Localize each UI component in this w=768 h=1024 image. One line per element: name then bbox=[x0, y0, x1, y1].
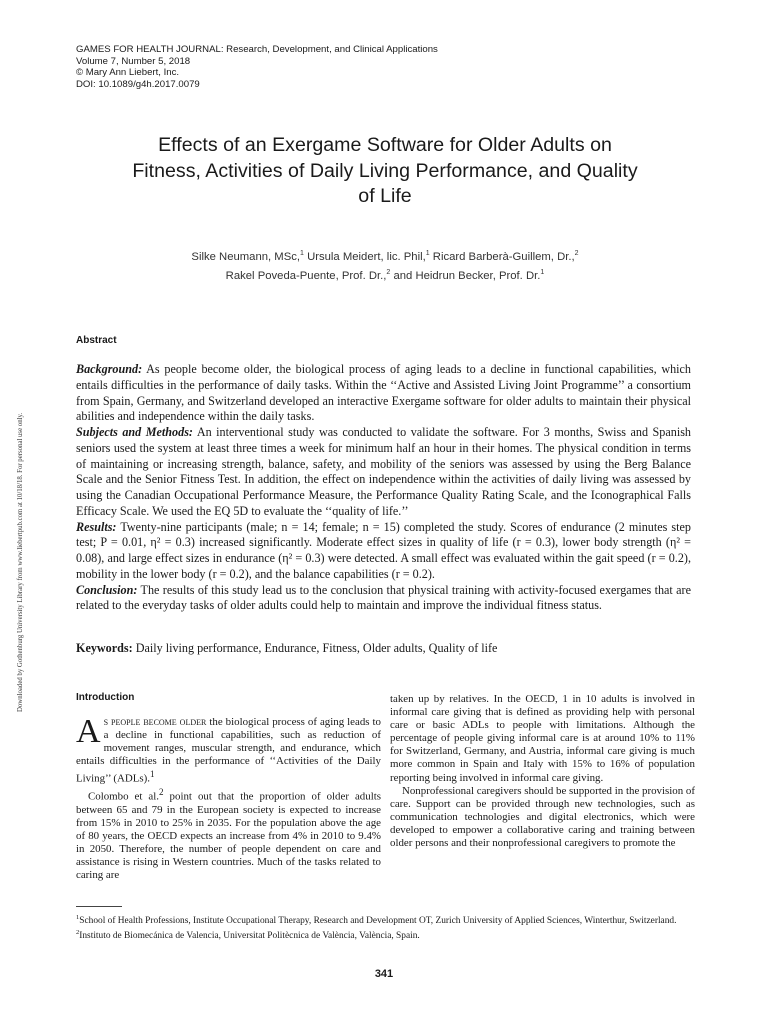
abstract-body bbox=[76, 362, 691, 614]
keywords-text: Daily living performance, Endurance, Fitness, Older adults, Quality of life bbox=[132, 641, 498, 655]
section-text: Twenty-nine participants (male; n = 14; female; n = 15) completed the study. Scores of endurance (2 minutes step test; P = 0.01, η² = 0.3) increased significantly. Moderate effect sizes in quality of life (r = 0.3), lower body strength (η² = 0.08), and large effect sizes in endurance (η² = 0.3) were detected. A small effect was evaluated within the gait speed (r = 0.2), mobility in the lower body (r = 0.2), and the balance capabilities (r = 0.2). bbox=[76, 519, 691, 581]
affiliation-marker: 2 bbox=[386, 268, 391, 276]
intro-paragraph bbox=[76, 713, 381, 786]
paragraph-text: the biological process of aging leads to a decline in functional capabilities, such as reduction of movement ranges, muscular strength, and endurance, which entails difficulties in the performance of ‘‘Activities of the Daily Living’’ (ADLs). bbox=[76, 716, 381, 785]
footnote-marker: 2 bbox=[76, 929, 80, 937]
abstract-results bbox=[76, 520, 691, 583]
journal-volume: Volume 7, Number 5, 2018 bbox=[76, 55, 191, 67]
abstract-background bbox=[76, 362, 691, 425]
affiliation-marker: 1 bbox=[425, 250, 430, 257]
section-label: Subjects and Methods: bbox=[76, 425, 193, 439]
reference-marker: 2 bbox=[159, 787, 164, 798]
footnote-marker: 1 bbox=[76, 914, 80, 921]
footnote-text: School of Health Professions, Institute Occupational Therapy, Research and Development OT, Zurich University of Applied Sciences, Winterthur, Switzerland. bbox=[79, 916, 677, 927]
keywords-label: Keywords: bbox=[76, 641, 133, 655]
section-label: Results: bbox=[76, 519, 117, 534]
section-text: As people become older, the biological process of aging leads to a decline in functional capabilities, which entails difficulties in the performance of daily tasks. Within the ‘‘Active and Assisted Living Joint Programme’’ a consortium from Spain, Germany, and Switzerland developed an interactive Exergame software for older adults to maintain their physical abilities and independence within the daily tasks. bbox=[76, 362, 691, 424]
body-column-right bbox=[390, 693, 695, 850]
abstract-methods bbox=[76, 425, 691, 520]
intro-paragraph: taken up by relatives. In the OECD, 1 in 10 adults is involved in informal care giving that is defined as providing help with personal care or basic ADLs to people with limitations. Although the percentage of people giving informal care is at around 10% to 11% for Switzerland, Germany, and Austria, informal care giving is much more common in Spain and Italy with 15% to 16% of population reporting being involved in informal care giving. bbox=[390, 693, 695, 784]
drop-cap: A bbox=[76, 713, 101, 750]
footnote-text: Instituto de Biomecánica de Valencia, Universitat Politècnica de València, València, Spain. bbox=[79, 931, 420, 942]
author-list bbox=[130, 246, 640, 284]
section-label: Background: bbox=[76, 362, 143, 376]
abstract-conclusion bbox=[76, 583, 691, 615]
journal-copyright: © Mary Ann Liebert, Inc. bbox=[76, 67, 180, 79]
footnote bbox=[76, 927, 691, 942]
paragraph-text: Colombo et al. bbox=[88, 790, 159, 803]
journal-header bbox=[76, 44, 438, 90]
intro-paragraph bbox=[76, 786, 381, 882]
affiliation-marker: 1 bbox=[300, 250, 304, 257]
author-name: Rakel Poveda-Puente, Prof. Dr., bbox=[225, 269, 387, 282]
reference-marker: 1 bbox=[150, 769, 155, 780]
paragraph-text: point out that the proportion of older adults between 65 and 79 in the European society is expected to increase from 15% in 2010 to 25% in 2035. For the population above the age of 80 years, the OECD expects an increase from 4% in 2010 to 9.4% in 2050. Therefore, the number of people dependent on care and assistance is rising in Western countries. Much of the tasks related to caring are bbox=[76, 790, 381, 882]
introduction-heading: Introduction bbox=[76, 692, 135, 703]
author-name: and Heidrun Becker, Prof. Dr. bbox=[390, 269, 541, 282]
section-text: An interventional study was conducted to validate the software. For 3 months, Swiss and Spanish seniors used the system at least three times a week for minimum half an hour in their homes. The physical condition in terms of maintaining or increasing strength, balance, safety, and mobility of the seniors was assessed by using the Berg Balance Scale and the Senior Fitness Test. In addition, the effect on independence within the activities of daily living was assessed by using the Canadian Occupational Performance Measure, the Performance Quality Rating Scale, and the Iconographical Falls Efficacy Scale. We used the EQ 5D to evaluate the ‘‘quality of life.’’ bbox=[76, 425, 691, 518]
body-column-left bbox=[76, 713, 381, 882]
article-title: Effects of an Exergame Software for Older Adults on Fitness, Activities of Daily Living Performance, and Quality of Life bbox=[132, 134, 638, 207]
download-notice: Downloaded by Gothenburg University Library from www.liebertpub.com at 10/18/18. For personal use only. bbox=[17, 412, 24, 712]
intro-paragraph: Nonprofessional caregivers should be supported in the provision of care. Support can be provided through new technologies, such as communication technologies and digital electronics, which were developed to empower a collaborative caring and training between older persons and their nonprofessional caregivers to promote the bbox=[390, 784, 695, 850]
footnote-divider bbox=[76, 906, 122, 907]
section-text: The results of this study lead us to the conclusion that physical training with activity-focused exergames that are related to the everyday tasks of older adults could help to maintain and improve the individual fitness status. bbox=[76, 582, 691, 613]
author-name: Ricard Barberà-Guillem, Dr., bbox=[429, 250, 575, 263]
author-name: Silke Neumann, MSc, bbox=[191, 250, 301, 263]
footnote bbox=[76, 912, 691, 927]
affiliation-footnotes bbox=[76, 912, 691, 942]
section-label: Conclusion: bbox=[76, 582, 138, 597]
journal-doi: DOI: 10.1089/g4h.2017.0079 bbox=[76, 78, 200, 90]
affiliation-marker: 1 bbox=[540, 268, 545, 276]
journal-name: GAMES FOR HEALTH JOURNAL: Research, Development, and Clinical Applications bbox=[76, 44, 438, 55]
abstract-heading: Abstract bbox=[76, 335, 117, 346]
lead-in: s people become older bbox=[103, 716, 207, 728]
affiliation-marker: 2 bbox=[574, 250, 579, 257]
page-number: 341 bbox=[374, 968, 394, 980]
keywords bbox=[76, 640, 691, 656]
author-name: Ursula Meidert, lic. Phil, bbox=[303, 250, 426, 263]
